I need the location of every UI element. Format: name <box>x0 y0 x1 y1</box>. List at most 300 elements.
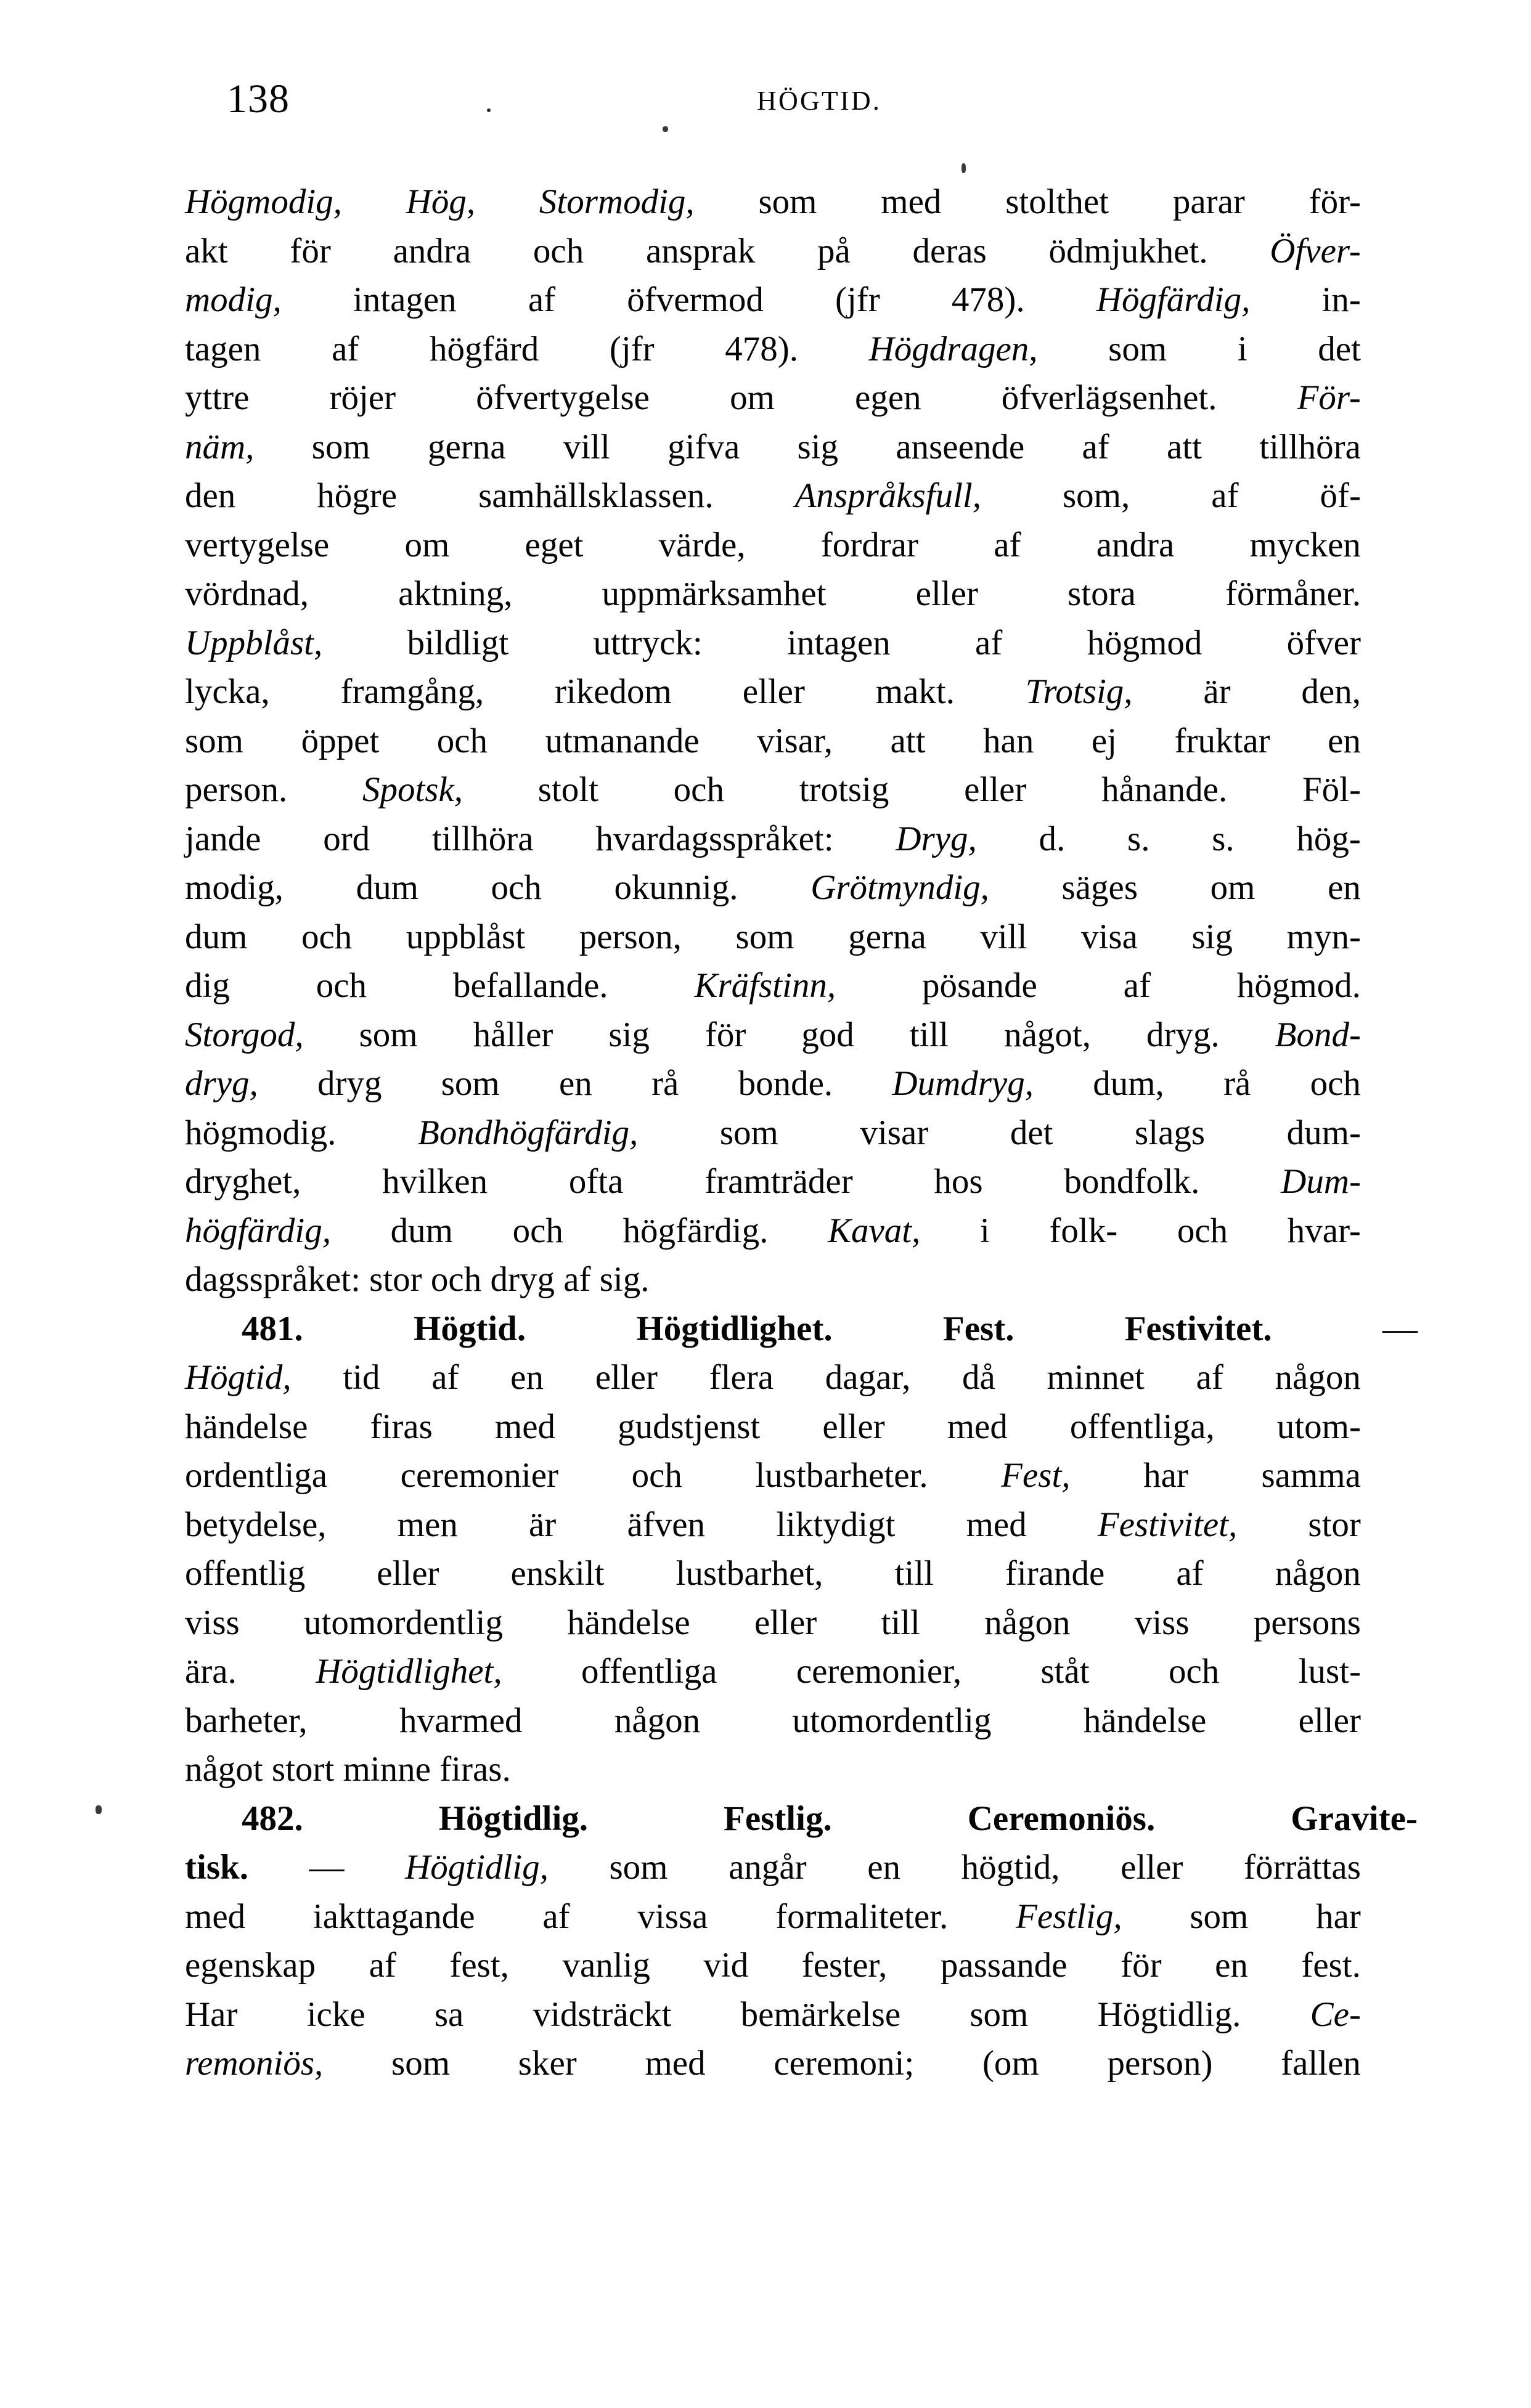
word: att <box>890 721 926 760</box>
word: är <box>529 1505 557 1544</box>
headword-italic: näm, <box>185 427 255 466</box>
word: Högtidlig. <box>1097 1995 1241 2034</box>
word: deras <box>912 231 987 270</box>
word: har <box>1143 1456 1188 1495</box>
word: ej <box>1091 721 1117 760</box>
word: gudstjenst <box>618 1407 761 1446</box>
word: han <box>983 721 1034 760</box>
word: högtid, <box>961 1848 1060 1887</box>
word: egenskap <box>185 1946 316 1985</box>
word: eller <box>915 574 978 613</box>
word: och <box>436 721 488 760</box>
word: liktydigt <box>776 1505 896 1544</box>
word: gerna <box>848 917 926 956</box>
word: eller <box>754 1603 817 1642</box>
text-line <box>185 1108 1361 1158</box>
word: viss <box>1134 1603 1190 1642</box>
word: som, <box>1063 476 1130 515</box>
word: då <box>962 1358 995 1397</box>
headword-italic: Storgod, <box>185 1015 304 1054</box>
word: iakttagande <box>312 1897 475 1936</box>
running-head <box>0 76 1531 134</box>
word: hvar- <box>1287 1211 1361 1250</box>
word: dagsspråket: stor och dryg af sig. <box>185 1260 650 1299</box>
word: dum <box>185 917 248 956</box>
word: eller <box>377 1554 439 1593</box>
word: formaliteter. <box>775 1897 949 1936</box>
heading-word: Gravite- <box>1291 1799 1418 1838</box>
word: och <box>491 868 542 907</box>
word: samma <box>1261 1456 1361 1495</box>
word: och <box>1310 1064 1361 1103</box>
word: d. <box>1039 819 1066 858</box>
text-line <box>185 619 1361 668</box>
word: utmanande <box>545 721 700 760</box>
word: af <box>332 329 359 368</box>
word: något stort minne firas. <box>185 1750 511 1789</box>
page-folio-number: 138 <box>227 76 290 121</box>
text-line <box>185 275 1361 325</box>
word: det <box>1010 1113 1053 1152</box>
word: en <box>867 1848 901 1887</box>
text-line <box>185 423 1361 472</box>
word: hvilken <box>382 1162 488 1201</box>
word: som <box>735 917 794 956</box>
word: betydelse, <box>185 1505 327 1544</box>
word: något, <box>1004 1015 1091 1054</box>
word: och <box>673 770 724 809</box>
word: utom- <box>1276 1407 1361 1446</box>
word: af <box>431 1358 459 1397</box>
word: för- <box>1308 182 1361 221</box>
word: i <box>1237 329 1247 368</box>
word: öfverlägsenhet. <box>1001 378 1217 417</box>
word: en <box>1328 868 1361 907</box>
word: förmåner. <box>1225 574 1361 613</box>
word: med <box>881 182 942 221</box>
text-line <box>185 177 1361 227</box>
section-heading-line <box>185 1304 1418 1354</box>
word: dum <box>390 1211 453 1250</box>
scan-speck-icon <box>961 163 966 173</box>
word: fester, <box>801 1946 888 1985</box>
word: fordrar <box>820 525 918 564</box>
word: till <box>894 1554 934 1593</box>
word: som <box>311 427 370 466</box>
word: en <box>1215 1946 1248 1985</box>
word: myn- <box>1286 917 1361 956</box>
scan-speck-icon <box>96 1805 102 1814</box>
word: hånande. <box>1101 770 1228 809</box>
text-line <box>185 1255 1361 1304</box>
text-line <box>185 227 1361 276</box>
word: bonde. <box>738 1064 833 1103</box>
word: som <box>758 182 817 221</box>
word: med <box>494 1407 555 1446</box>
text-line <box>185 325 1361 374</box>
headword-italic: högfärdig, <box>185 1211 331 1250</box>
word: med <box>947 1407 1008 1446</box>
word: som <box>970 1995 1029 2034</box>
word: af <box>1082 427 1109 466</box>
word: andra <box>393 231 472 270</box>
word: det <box>1318 329 1361 368</box>
word: till <box>881 1603 920 1642</box>
word: vertygelse <box>185 525 330 564</box>
word: samhällsklassen. <box>478 476 714 515</box>
headword-italic: Högtid, <box>185 1358 292 1397</box>
heading-word: Fest. <box>942 1309 1015 1348</box>
word: en <box>1328 721 1361 760</box>
word: firande <box>1005 1554 1105 1593</box>
headword-italic: remoniös, <box>185 2044 324 2083</box>
text-line <box>185 1451 1361 1500</box>
word: för <box>704 1015 746 1054</box>
word: rikedom <box>554 672 672 711</box>
word: en <box>559 1064 592 1103</box>
headword-italic: Uppblåst, <box>185 623 323 662</box>
word: flera <box>709 1358 774 1397</box>
word: person) <box>1107 2044 1213 2083</box>
word: dryg <box>317 1064 382 1103</box>
text-line <box>185 1402 1361 1452</box>
word: af <box>528 280 556 319</box>
word: ansprak <box>645 231 756 270</box>
word: dryg. <box>1146 1015 1220 1054</box>
word: ceremonier <box>400 1456 558 1495</box>
word: uppblåst <box>406 917 526 956</box>
text-line <box>185 1843 1361 1892</box>
word: stolt <box>537 770 598 809</box>
word: hög- <box>1296 819 1361 858</box>
word: fest, <box>449 1946 509 1985</box>
word: viss <box>185 1603 240 1642</box>
headword-italic: Festlig, <box>1016 1897 1122 1936</box>
word: eller <box>742 672 805 711</box>
word: tillhöra <box>1259 427 1361 466</box>
word: uppmärksamhet <box>602 574 827 613</box>
word: person, <box>579 917 682 956</box>
word: yttre <box>185 378 250 417</box>
text-line <box>185 521 1361 570</box>
word: ära. <box>185 1652 237 1691</box>
word: men <box>397 1505 458 1544</box>
word: lycka, <box>185 672 270 711</box>
word: fallen <box>1281 2044 1361 2083</box>
word: rå <box>1223 1064 1251 1103</box>
text-line <box>185 913 1361 962</box>
text-line <box>185 961 1361 1011</box>
word: och <box>316 966 367 1005</box>
word: händelse <box>185 1407 308 1446</box>
word: ståt <box>1040 1652 1090 1691</box>
word: stolthet <box>1005 182 1109 221</box>
word: akt <box>185 231 228 270</box>
word: någon <box>1275 1358 1361 1397</box>
word: eller <box>1121 1848 1183 1887</box>
word: angår <box>729 1848 807 1887</box>
headword-italic: Festivitet, <box>1097 1505 1238 1544</box>
text-line <box>185 1157 1361 1206</box>
word: 478). <box>951 280 1025 319</box>
word: icke <box>306 1995 365 2034</box>
word: offentliga, <box>1069 1407 1215 1446</box>
word: visar <box>860 1113 929 1152</box>
word: offentlig <box>185 1554 306 1593</box>
headword-italic: Högdragen, <box>868 329 1038 368</box>
word: stor <box>1308 1505 1361 1544</box>
word: tillhöra <box>431 819 534 858</box>
text-line <box>185 1696 1361 1746</box>
word: makt. <box>875 672 955 711</box>
word: anseende <box>896 427 1025 466</box>
headword-italic: Högfärdig, <box>1096 280 1251 319</box>
text-line <box>185 667 1361 717</box>
word: på <box>817 231 851 270</box>
text-line <box>185 863 1361 913</box>
word: s. <box>1212 819 1235 858</box>
word: rå <box>651 1064 679 1103</box>
word: eller <box>822 1407 885 1446</box>
word: om <box>404 525 450 564</box>
word: och <box>512 1211 563 1250</box>
word: öf- <box>1320 476 1361 515</box>
word: fruktar <box>1174 721 1270 760</box>
word: parar <box>1172 182 1245 221</box>
text-line <box>185 373 1361 423</box>
word: uttryck: <box>593 623 703 662</box>
word: är <box>1203 672 1231 711</box>
word: hvardagsspråket: <box>595 819 834 858</box>
word: gerna <box>427 427 506 466</box>
word: sig <box>797 427 839 466</box>
word: (jfr <box>609 329 655 368</box>
word: god <box>801 1015 854 1054</box>
word: persons <box>1253 1603 1361 1642</box>
headword-italic: Stormodig, <box>539 182 695 221</box>
text-line <box>185 1353 1361 1402</box>
word: för <box>1121 1946 1162 1985</box>
word: aktning, <box>398 574 513 613</box>
headword-italic: För- <box>1297 378 1361 417</box>
word: förrättas <box>1243 1848 1361 1887</box>
text-line <box>185 815 1361 864</box>
word: dum- <box>1286 1113 1361 1152</box>
word: och <box>1177 1211 1228 1250</box>
word: och <box>631 1456 682 1495</box>
word: sker <box>518 2044 577 2083</box>
word: okunnig. <box>614 868 738 907</box>
text-line <box>185 1745 1361 1794</box>
word: sig <box>608 1015 650 1054</box>
word: utomordentlig <box>304 1603 503 1642</box>
word: högfärd <box>429 329 539 368</box>
word: äfven <box>627 1505 706 1544</box>
word: slags <box>1135 1113 1206 1152</box>
text-line <box>185 1059 1361 1108</box>
word: med <box>645 2044 706 2083</box>
heading-word: Ceremoniös. <box>967 1799 1156 1838</box>
word: jande <box>185 819 261 858</box>
word: mycken <box>1249 525 1361 564</box>
word: firas <box>370 1407 433 1446</box>
word: af <box>1123 966 1151 1005</box>
word: högmod. <box>1236 966 1361 1005</box>
text-line <box>185 1647 1361 1696</box>
word: — <box>1382 1309 1418 1348</box>
headword-italic: Dum- <box>1281 1162 1361 1201</box>
word: som <box>441 1064 500 1103</box>
word: dryghet, <box>185 1162 301 1201</box>
word: som <box>359 1015 418 1054</box>
word: 478). <box>725 329 798 368</box>
word: säges <box>1061 868 1138 907</box>
word: att <box>1167 427 1202 466</box>
text-line <box>185 717 1361 766</box>
word: öfvertygelse <box>476 378 650 417</box>
word: röjer <box>329 378 396 417</box>
text-line <box>185 1598 1361 1648</box>
word: Föl- <box>1302 770 1361 809</box>
headword-italic: Högmodig, <box>185 182 342 221</box>
headword-italic: Bondhögfärdig, <box>418 1113 639 1152</box>
heading-word: tisk. <box>185 1848 248 1887</box>
headword-italic: Dryg, <box>896 819 977 858</box>
word: högmodig. <box>185 1113 337 1152</box>
text-line <box>185 765 1361 815</box>
word: som <box>719 1113 778 1152</box>
word: folk- <box>1049 1211 1118 1250</box>
word: högfärdig. <box>623 1211 769 1250</box>
word: lustbarhet, <box>676 1554 823 1593</box>
word: har <box>1316 1897 1361 1936</box>
word: framgång, <box>340 672 484 711</box>
headword-italic: Kavat, <box>827 1211 921 1250</box>
word: som <box>609 1848 668 1887</box>
word: öppet <box>301 721 380 760</box>
word: och <box>301 917 353 956</box>
headword-italic: Anspråksfull, <box>794 476 982 515</box>
headword-italic: Hög, <box>406 182 476 221</box>
word: sig <box>1191 917 1233 956</box>
headword-italic: Kräfstinn, <box>694 966 836 1005</box>
word: en <box>510 1358 544 1397</box>
word: af <box>542 1897 570 1936</box>
word: bildligt <box>407 623 509 662</box>
word: den <box>185 476 236 515</box>
word: sa <box>434 1995 464 2034</box>
word: någon <box>1275 1554 1361 1593</box>
word: vill <box>563 427 610 466</box>
headword-italic: modig, <box>185 280 282 319</box>
word: för <box>290 231 331 270</box>
headword-italic: Högtidlighet, <box>316 1652 502 1691</box>
word: öfvermod <box>627 280 764 319</box>
word: person. <box>185 770 288 809</box>
text-line <box>185 2039 1361 2088</box>
headword-italic: Bond- <box>1275 1015 1361 1054</box>
word: ord <box>323 819 370 858</box>
word: af <box>1196 1358 1223 1397</box>
word: högmod <box>1087 623 1202 662</box>
word: barheter, <box>185 1701 308 1740</box>
word: med <box>185 1897 246 1936</box>
word: vill <box>980 917 1027 956</box>
word: dum, <box>1093 1064 1164 1103</box>
heading-word: Festivitet. <box>1124 1309 1272 1348</box>
section-heading-line <box>185 1794 1418 1844</box>
word: af <box>1211 476 1239 515</box>
word: som <box>1108 329 1167 368</box>
text-line <box>185 1500 1361 1550</box>
word: framträder <box>704 1162 853 1201</box>
word: eller <box>964 770 1027 809</box>
word: eller <box>1298 1701 1361 1740</box>
word: Har <box>185 1995 238 2034</box>
word: modig, <box>185 868 284 907</box>
headword-italic: Öfver- <box>1270 231 1361 270</box>
text-line <box>185 1941 1361 1990</box>
word: ceremonier, <box>796 1652 962 1691</box>
text-line <box>185 1990 1361 2040</box>
word: eget <box>525 525 584 564</box>
heading-word: Högtidlig. <box>438 1799 589 1838</box>
word: trotsig <box>799 770 889 809</box>
word: händelse <box>1083 1701 1207 1740</box>
heading-word: Högtid. <box>414 1309 526 1348</box>
word: pösande <box>921 966 1037 1005</box>
word: om <box>1210 868 1255 907</box>
word: tagen <box>185 329 261 368</box>
word: och <box>533 231 584 270</box>
word: bondfolk. <box>1064 1162 1200 1201</box>
word: minnet <box>1047 1358 1145 1397</box>
word: dagar, <box>825 1358 911 1397</box>
word: ceremoni; <box>774 2044 915 2083</box>
word: som <box>1190 1897 1249 1936</box>
word: stora <box>1068 574 1136 613</box>
word: af <box>975 623 1003 662</box>
headword-italic: dryg, <box>185 1064 258 1103</box>
headword-italic: Grötmyndig, <box>810 868 989 907</box>
headword-italic: Spotsk, <box>362 770 463 809</box>
word: af <box>369 1946 396 1985</box>
word: ofta <box>568 1162 624 1201</box>
word: utomordentlig <box>792 1701 992 1740</box>
word: befallande. <box>452 966 608 1005</box>
word: lustbarheter. <box>755 1456 928 1495</box>
running-head-title: HÖGTID. <box>757 86 882 116</box>
word: den, <box>1301 672 1361 711</box>
word: bemärkelse <box>740 1995 901 2034</box>
word: högre <box>317 476 398 515</box>
word: vanlig <box>562 1946 650 1985</box>
headword-italic: Trotsig, <box>1025 672 1133 711</box>
word: intagen <box>353 280 457 319</box>
word: visar, <box>757 721 833 760</box>
scan-speck-icon <box>487 108 491 112</box>
text-line <box>185 471 1361 521</box>
word: och <box>1168 1652 1220 1691</box>
word: offentliga <box>581 1652 717 1691</box>
word: till <box>909 1015 949 1054</box>
word: — <box>309 1848 345 1887</box>
word: ordentliga <box>185 1456 328 1495</box>
body-text <box>185 177 1418 2088</box>
word: någon <box>984 1603 1071 1642</box>
word: tid <box>343 1358 380 1397</box>
word: öfver <box>1286 623 1361 662</box>
